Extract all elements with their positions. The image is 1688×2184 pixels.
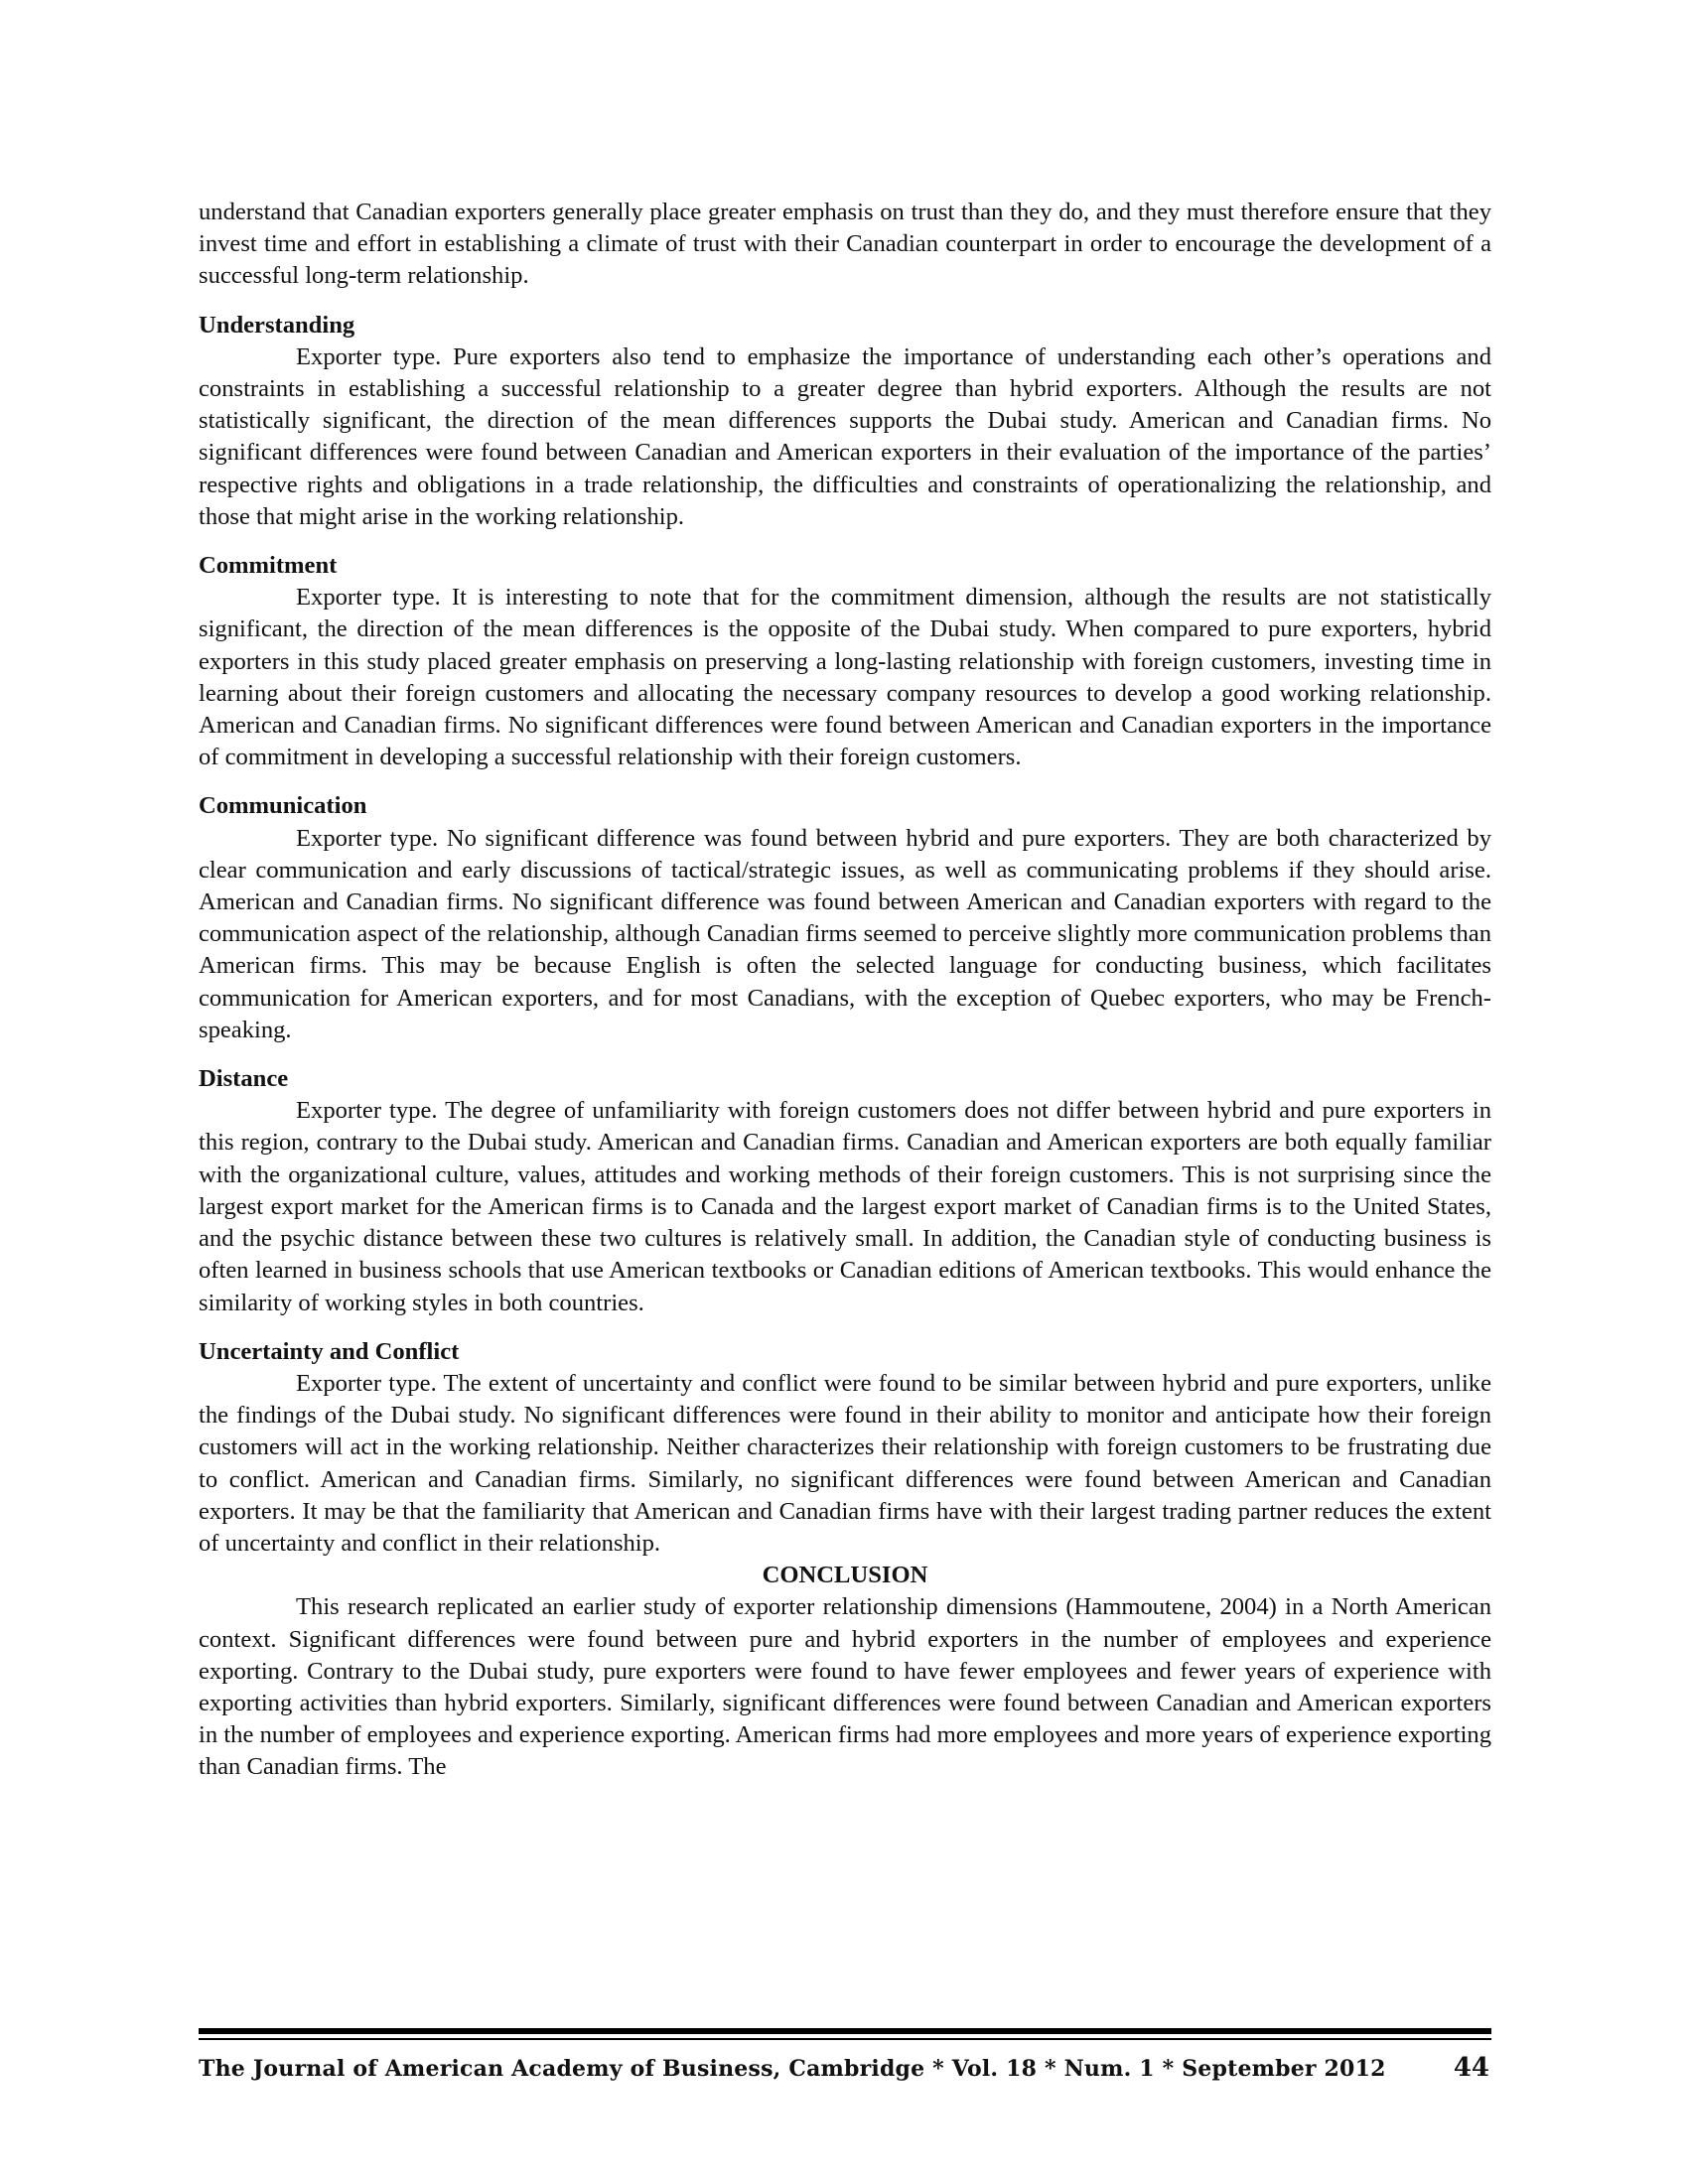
section-heading-distance: Distance <box>199 1065 289 1093</box>
opening-paragraph: understand that Canadian exporters generally place greater emphasis on trust than they do, and they must therefore ensure that they invest time and effort in establishing a climate of trust with their Canadian counterpart in order to encourage the development of a successful long-term relationship. <box>199 199 1491 290</box>
footer-rule-thin <box>199 2038 1491 2040</box>
section-understanding <box>199 310 1491 533</box>
section-paragraph-understanding: Exporter type. Pure exporters also tend to emphasize the importance of understanding each other’s operations and constraints in establishing a successful relationship to a greater degree than hybrid exporters. Although the results are not statistically significant, the direction of the mean differences supports the Dubai study. American and Canadian firms. No significant differences were found between Canadian and American exporters in their evaluation of the importance of the parties’ respective rights and obligations in a trade relationship, the difficulties and constraints of operationalizing the relationship, and those that might arise in the working relationship. <box>199 342 1491 530</box>
section-paragraph-uncertainty-conflict: Exporter type. The extent of uncertainty and conflict were found to be similar between hybrid and pure exporters, unlike the findings of the Dubai study. No significant differences were found in their ability to monitor and anticipate how their foreign customers will act in the working relationship. Neither characterizes their relationship with foreign customers to be frustrating due to conflict. American and Canadian firms. Similarly, no significant differences were found between American and Canadian exporters. It may be that the familiarity that American and Canadian firms have with their largest trading partner reduces the extent of uncertainty and conflict in their relationship. <box>199 1369 1491 1557</box>
footer-rule-thick <box>199 2028 1491 2034</box>
section-heading-commitment: Commitment <box>199 552 338 580</box>
section-heading-understanding: Understanding <box>199 311 355 339</box>
conclusion-paragraph: This research replicated an earlier study of exporter relationship dimensions (Hammoutene, 2004) in a North American context. Significant differences were found between pure and hybrid exporters in the number of employees and experience exporting. Contrary to the Dubai study, pure exporters were found to have fewer employees and fewer years of experience with exporting activities than hybrid exporters. Similarly, significant differences were found between Canadian and American exporters in the number of employees and experience exporting. American firms had more employees and more years of experience exporting than Canadian firms. The <box>199 1593 1491 1781</box>
section-communication <box>199 790 1491 1046</box>
section-heading-communication: Communication <box>199 792 367 820</box>
conclusion-heading: CONCLUSION <box>762 1562 928 1589</box>
section-uncertainty-conflict <box>199 1336 1491 1560</box>
page-number: 44 <box>1453 2053 1489 2083</box>
section-paragraph-commitment: Exporter type. It is interesting to note that for the commitment dimension, although the results are not statistically significant, the direction of the mean differences is the opposite of the Dubai study. When compared to pure exporters, hybrid exporters in this study placed greater emphasis on preserving a long-lasting relationship with foreign customers, investing time in learning about their foreign customers and allocating the necessary company resources to develop a good working relationship. American and Canadian firms. No significant differences were found between American and Canadian exporters in the importance of commitment in developing a successful relationship with their foreign customers. <box>199 584 1491 771</box>
section-paragraph-distance: Exporter type. The degree of unfamiliarity with foreign customers does not differ between hybrid and pure exporters in this region, contrary to the Dubai study. American and Canadian firms. Canadian and American exporters are both equally familiar with the organizational culture, values, attitudes and working methods of their foreign customers. This is not surprising since the largest export market for the American firms is to Canada and the largest export market of Canadian firms is to the United States, and the psychic distance between these two cultures is relatively small. In addition, the Canadian style of conducting business is often learned in business schools that use American textbooks or Canadian editions of American textbooks. This would enhance the similarity of working styles in both countries. <box>199 1097 1491 1316</box>
section-distance <box>199 1063 1491 1319</box>
section-commitment <box>199 550 1491 773</box>
footer-journal-citation: The Journal of American Academy of Business, Cambridge * Vol. 18 * Num. 1 * September 2012 <box>199 2056 1386 2082</box>
section-heading-uncertainty-conflict: Uncertainty and Conflict <box>199 1337 460 1365</box>
body-text <box>199 197 1491 1784</box>
section-paragraph-communication: Exporter type. No significant difference was found between hybrid and pure exporters. They are both characterized by clear communication and early discussions of tactical/strategic issues, as well as communicating problems if they should arise. American and Canadian firms. No significant difference was found between American and Canadian exporters with regard to the communication aspect of the relationship, although Canadian firms seemed to perceive slightly more communication problems than American firms. This may be because English is often the selected language for conducting business, which facilitates communication for American exporters, and for most Canadians, with the exception of Quebec exporters, who may be French-speaking. <box>199 824 1491 1043</box>
